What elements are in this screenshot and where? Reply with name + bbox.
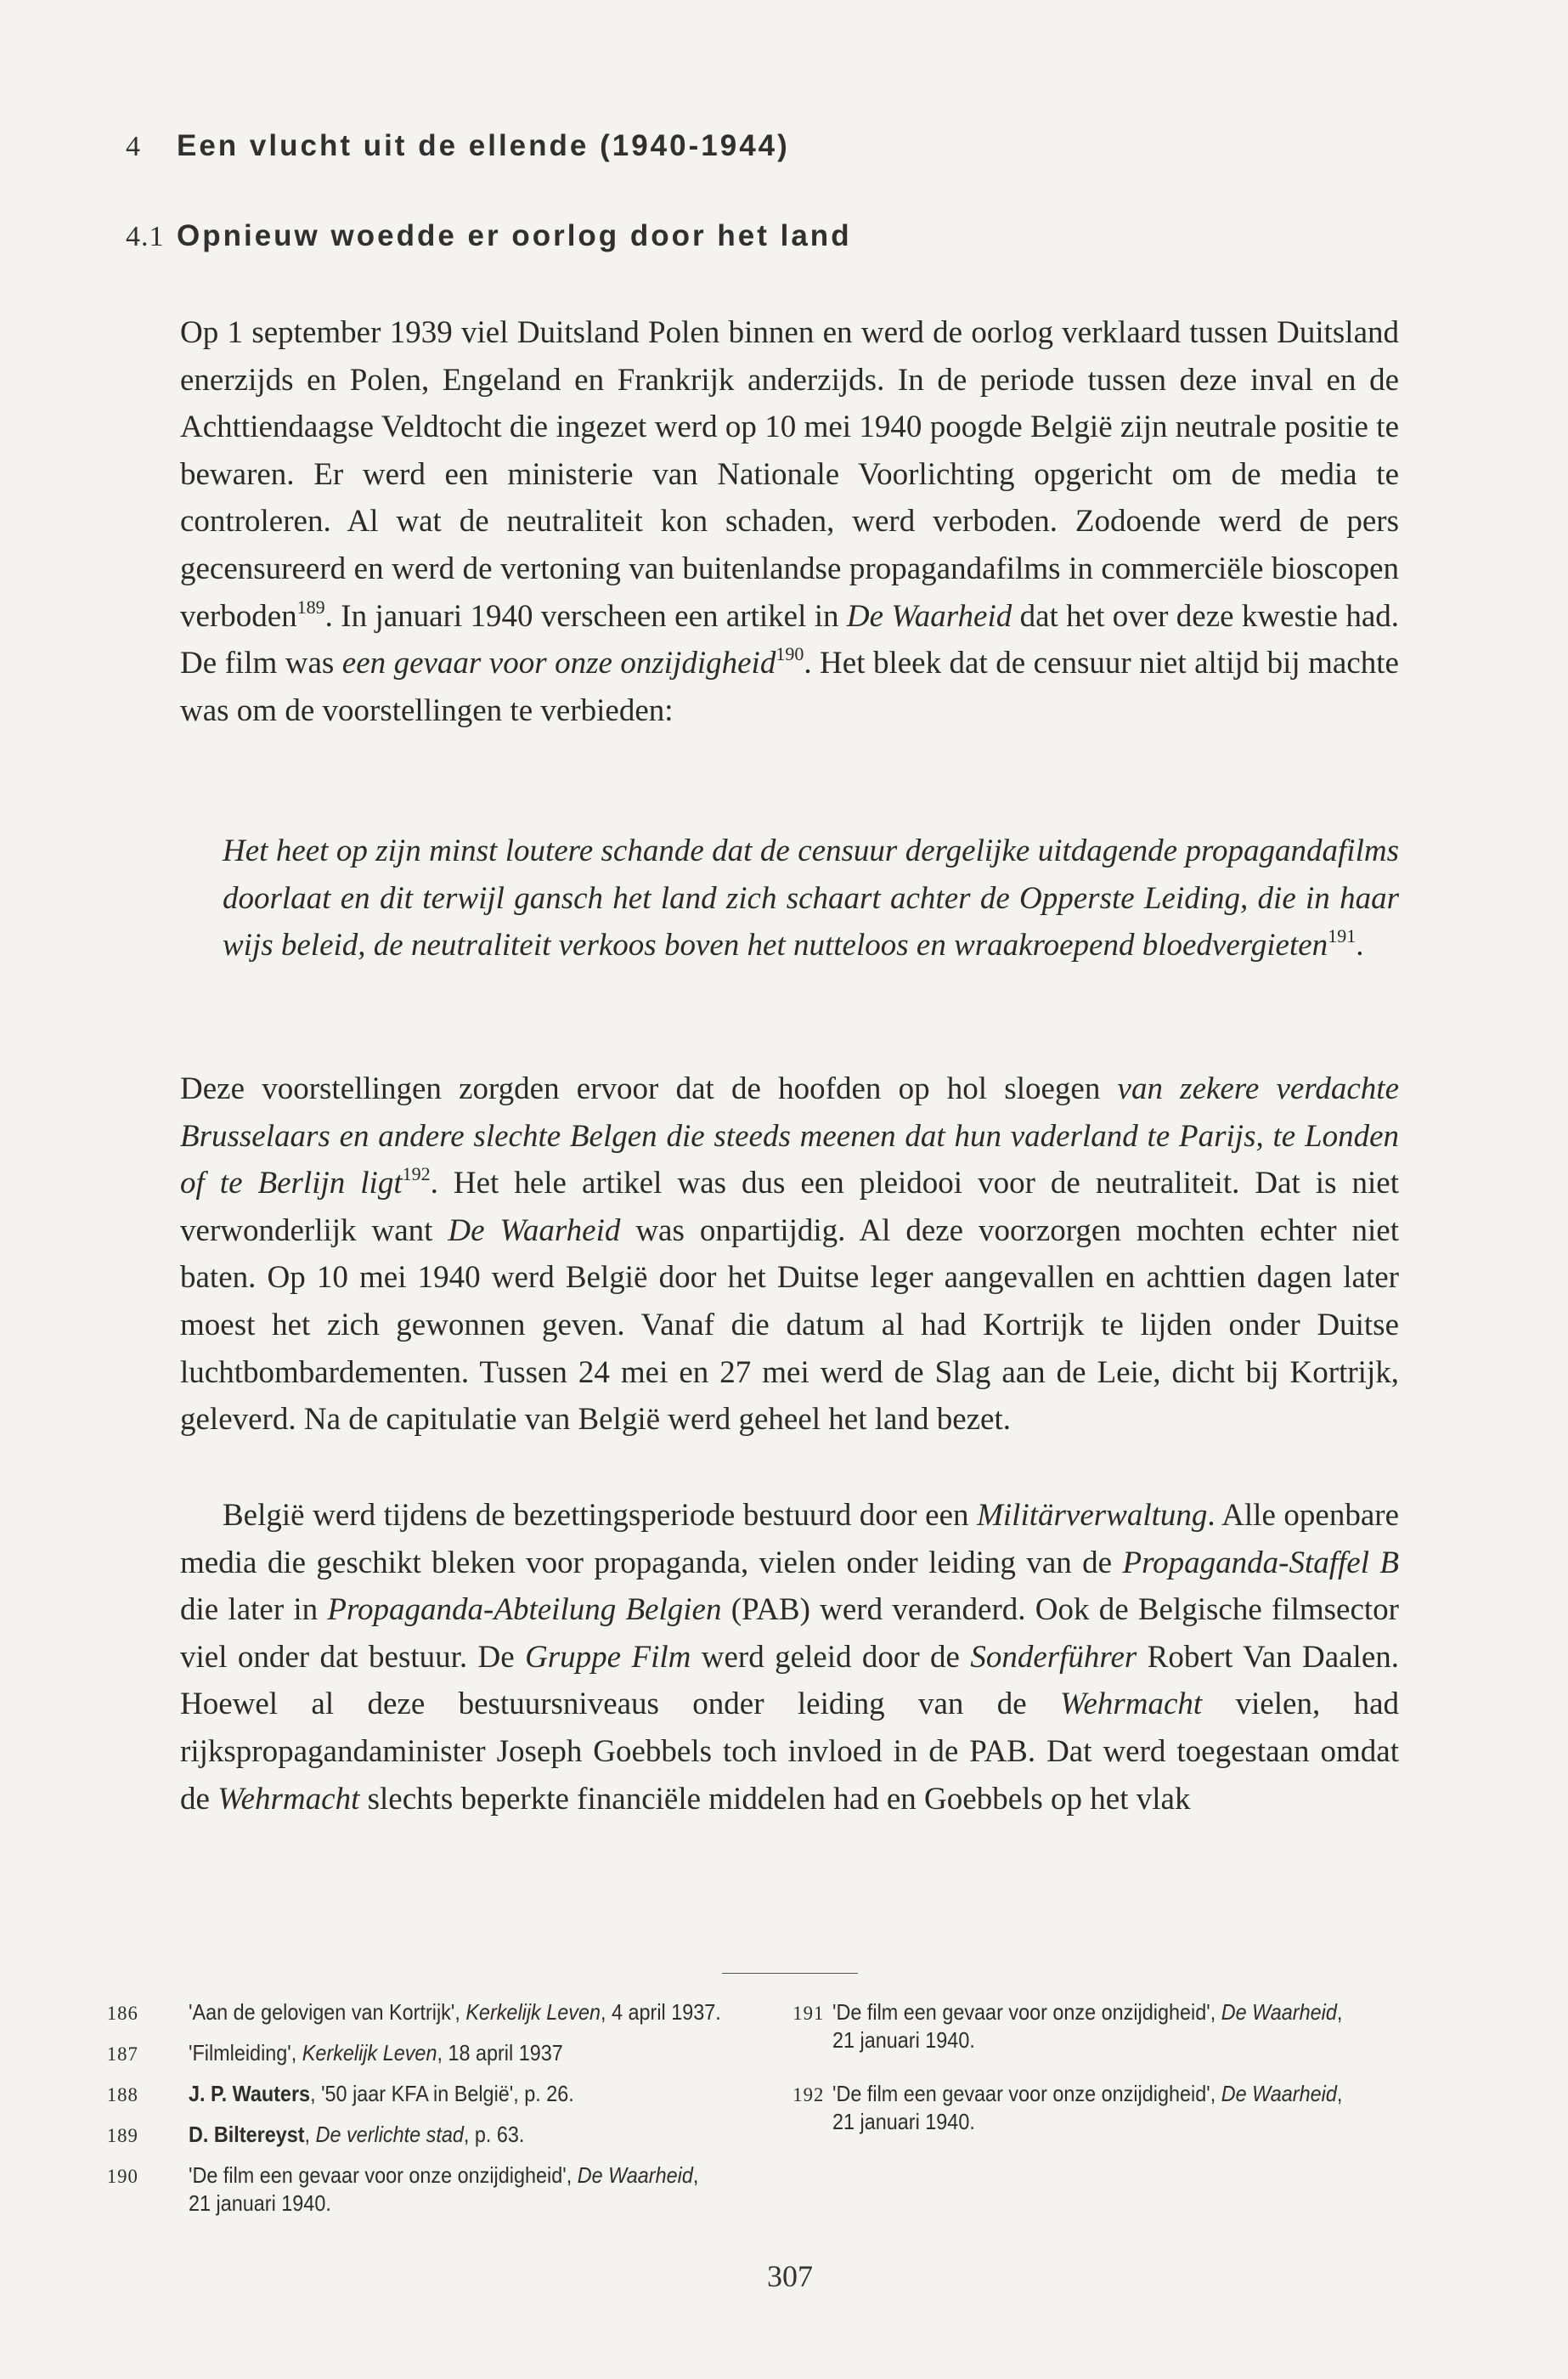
text-run: dat het over deze kwestie had. De film was xyxy=(180,598,1399,681)
footnote-text: 'De film een gevaar voor onze onzijdigheid', xyxy=(832,2081,1221,2106)
footnote-189 xyxy=(106,2121,525,2149)
paragraph-1 xyxy=(180,309,1399,734)
section-title: Opnieuw woedde er oorlog door het land xyxy=(177,219,852,252)
footnote-191 xyxy=(792,1998,1343,2054)
italic-text: van zekere verdachte Brusselaars en andere slechte Belgen die steeds meenen dat hun vaderland te Parijs, te Londen of te Berlijn ligt xyxy=(180,1071,1399,1201)
section-heading xyxy=(126,219,852,253)
footnote-text: , '50 jaar KFA in België', p. 26. xyxy=(310,2081,574,2106)
footnote-text: 21 januari 1940. xyxy=(832,2027,975,2053)
footnote-italic: De verlichte stad xyxy=(315,2122,464,2147)
italic-text: Militärverwaltung xyxy=(977,1498,1208,1533)
text-run: . Alle openbare media die geschikt bleken voor propaganda, vielen onder leiding van de xyxy=(180,1498,1400,1580)
footnote-text: , xyxy=(692,2162,699,2188)
footnote-number: 191 xyxy=(792,2003,825,2024)
footnote-text: , xyxy=(1336,2081,1343,2106)
footnote-divider xyxy=(722,1973,858,1974)
text-run: . Het bleek dat de censuur niet altijd bij machte was om de voorstellingen te verbieden: xyxy=(180,646,1399,728)
footnote-number: 188 xyxy=(106,2084,138,2105)
text-run: vielen, had rijkspropagandaminister Joseph Goebbels toch invloed in de PAB. Dat werd toegestaan omdat de xyxy=(180,1687,1399,1817)
quote-end: . xyxy=(1356,928,1364,963)
italic-text: Wehrmacht xyxy=(1060,1687,1203,1722)
text-run: Deze voorstellingen zorgden ervoor dat de hoofden op hol sloegen xyxy=(180,1071,1118,1106)
text-run: was onpartijdig. Al deze voorzorgen mochten echter niet baten. Op 10 mei 1940 werd België door het Duitse leger aangevallen en achttien dagen later moest het zich gewonnen geven. Vanaf die datum al had Kortrijk te lijden onder Duitse luchtbombardementen. Tussen 24 mei en 27 mei werd de Slag aan de Leie, dicht bij Kortrijk, geleverd. Na de capitulatie van België werd geheel het land bezet. xyxy=(180,1212,1399,1438)
footnote-188 xyxy=(106,2080,574,2108)
footnote-number: 189 xyxy=(106,2125,138,2146)
footnote-italic: De Waarheid xyxy=(1221,1999,1337,2025)
footnote-text: , xyxy=(1336,1999,1343,2025)
footnote-italic: De Waarheid xyxy=(1221,2081,1337,2106)
paragraph-3 xyxy=(180,1492,1399,1822)
block-quote xyxy=(223,828,1399,969)
footnote-italic: De Waarheid xyxy=(577,2162,693,2188)
italic-text: Sonderführer xyxy=(970,1639,1137,1675)
text-run: werd geleid door de xyxy=(691,1639,971,1675)
footnote-text: , 4 april 1937. xyxy=(601,1999,721,2025)
italic-text: Wehrmacht xyxy=(217,1781,360,1817)
italic-text: een gevaar voor onze onzijdigheid xyxy=(341,646,776,681)
italic-text: Propaganda-Abteilung Belgien xyxy=(327,1592,722,1628)
text-run: . Het hele artikel was dus een pleidooi voor de neutraliteit. Dat is niet verwonderlijk want xyxy=(180,1166,1399,1248)
italic-text: Propaganda-Staffel B xyxy=(1122,1545,1400,1580)
footnote-text: , 18 april 1937 xyxy=(437,2040,563,2065)
footnote-ref-189: 189 xyxy=(296,596,325,618)
chapter-heading xyxy=(126,129,790,163)
footnote-ref-191: 191 xyxy=(1328,925,1356,947)
text-run: België werd tijdens de bezettingsperiode bestuurd door een xyxy=(223,1498,978,1533)
footnote-192 xyxy=(792,2080,1343,2136)
footnote-text: 'Aan de gelovigen van Kortrijk', xyxy=(189,1999,466,2025)
section-number: 4.1 xyxy=(126,221,165,252)
footnote-number: 186 xyxy=(106,2003,138,2024)
footnote-number: 192 xyxy=(792,2084,825,2105)
footnote-text: 21 januari 1940. xyxy=(189,2190,331,2216)
page-number: 307 xyxy=(767,2259,813,2293)
text-run: . In januari 1940 verscheen een artikel in xyxy=(324,598,847,634)
footnote-italic: Kerkelijk Leven xyxy=(465,1999,601,2025)
footnote-author: D. Biltereyst xyxy=(189,2122,305,2147)
footnote-186 xyxy=(106,1998,721,2026)
italic-text: Gruppe Film xyxy=(525,1639,691,1675)
text-run: (PAB) werd veranderd. Ook de Belgische filmsector viel onder dat bestuur. De xyxy=(180,1592,1399,1675)
text-run: slechts beperkte financiële middelen had en Goebbels op het vlak xyxy=(359,1781,1191,1817)
footnote-187 xyxy=(106,2039,563,2067)
footnote-text: 'Filmleiding', xyxy=(189,2040,302,2065)
footnote-text: , xyxy=(304,2122,316,2147)
footnote-italic: Kerkelijk Leven xyxy=(302,2040,437,2065)
footnote-190 xyxy=(106,2161,699,2218)
footnote-text: 'De film een gevaar voor onze onzijdigheid', xyxy=(832,1999,1221,2025)
footnote-ref-192: 192 xyxy=(402,1163,431,1185)
italic-text: De Waarheid xyxy=(448,1212,621,1248)
footnote-text: , p. 63. xyxy=(463,2122,525,2147)
footnote-text: 21 januari 1940. xyxy=(832,2109,975,2134)
italic-text: De Waarheid xyxy=(846,598,1012,634)
footnote-author: J. P. Wauters xyxy=(189,2081,311,2106)
chapter-title: Een vlucht uit de ellende (1940-1944) xyxy=(177,129,790,162)
footnote-number: 190 xyxy=(106,2166,138,2187)
footnote-number: 187 xyxy=(106,2043,138,2065)
text-run: die later in xyxy=(180,1592,328,1628)
text-run: Op 1 september 1939 viel Duitsland Polen binnen en werd de oorlog verklaard tussen Duitsland enerzijds en Polen, Engeland en Frankrijk anderzijds. In de periode tussen deze inval en de Achttiendaagse Veldtocht die ingezet werd op 10 mei 1940 poogde België zijn neutrale positie te bewaren. Er werd een ministerie van Nationale Voorlichting opgericht om de media te controleren. Al wat de neutraliteit kon schaden, werd verboden. Zodoende werd de pers gecensureerd en werd de vertoning van buitenlandse propagandafilms in commerciële bioscopen verboden xyxy=(180,315,1399,634)
quote-text: Het heet op zijn minst loutere schande dat de censuur dergelijke uitdagende propagandafilms doorlaat en dit terwijl gansch het land zich schaart achter de Opperste Leiding, die in haar wijs beleid, de neutraliteit verkoos boven het nutteloos en wraakroepend bloedvergieten xyxy=(223,833,1399,963)
text-run: Robert Van Daalen. Hoewel al deze bestuursniveaus onder leiding van de xyxy=(180,1639,1399,1722)
paragraph-2 xyxy=(180,1065,1399,1444)
footnote-text: 'De film een gevaar voor onze onzijdigheid', xyxy=(189,2162,578,2188)
chapter-number: 4 xyxy=(126,131,141,162)
footnote-ref-190: 190 xyxy=(776,643,804,665)
